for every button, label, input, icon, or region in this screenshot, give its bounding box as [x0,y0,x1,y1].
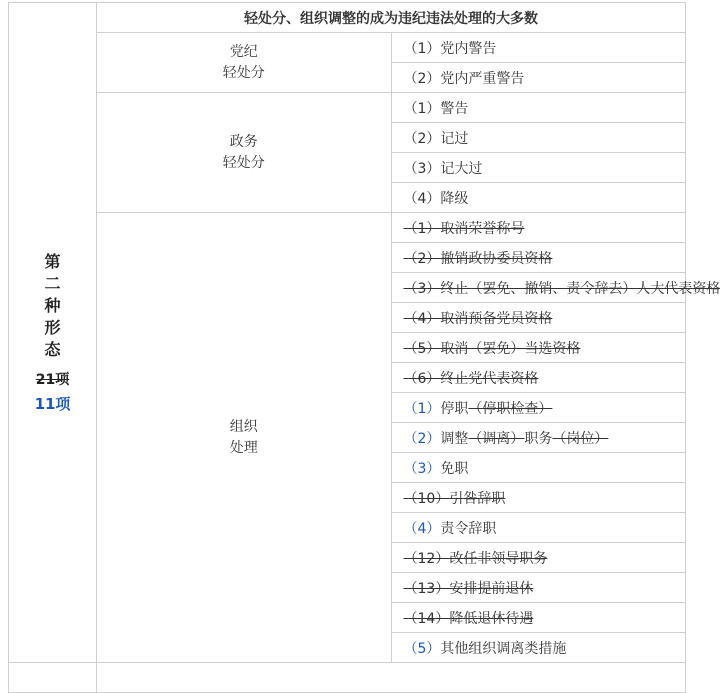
item-number: （2） [403,70,441,87]
table-row [9,663,686,693]
item-cell [391,603,686,633]
table-cell [97,663,686,693]
item-cell [391,303,686,333]
item-text: 警告 [440,100,469,117]
item-text: 终止（罢免、撤销、责令辞去）人大代表资格 [440,280,720,297]
form-char: 态 [44,339,61,359]
item-number: （5） [403,340,441,357]
item-cell [391,213,686,243]
item-cell [391,123,686,153]
item-text: 职务 [524,430,553,447]
group-label-line: 轻处分 [222,154,265,171]
item-text: 引咎辞职 [449,490,506,507]
form-char: 种 [44,295,61,315]
item-cell [391,183,686,213]
item-text: 责令辞职 [440,520,497,537]
item-text: 撤销政协委员资格 [440,250,553,267]
item-text: 取消荣誉称号 [440,220,525,237]
item-number: （1） [403,400,441,417]
item-text: 其他组织调离类措施 [440,640,567,657]
group-label [97,93,392,213]
group-label-line: 组织 [229,418,258,435]
old-count: 21项 [35,371,70,388]
item-text: 党内警告 [440,40,497,57]
item-number: （10） [403,490,450,507]
item-number: （1） [403,220,441,237]
table-row [9,33,686,63]
item-text: 记大过 [440,160,483,177]
header-row [9,3,686,33]
group-label [97,33,392,93]
form-char: 二 [44,273,61,293]
item-number: （4） [403,310,441,327]
form-char: 形 [44,317,61,337]
item-cell [391,33,686,63]
item-number: （2） [403,130,441,147]
item-number: （14） [403,610,450,627]
item-text: 免职 [440,460,469,477]
item-text: 党内严重警告 [440,70,525,87]
item-text: 降低退休待遇 [449,610,534,627]
item-number: （3） [403,160,441,177]
item-cell [391,333,686,363]
item-struck-text: （调离） [468,430,525,447]
item-number: （4） [403,190,441,207]
item-text: 降级 [440,190,469,207]
group-label [97,213,392,663]
item-number: （12） [403,550,450,567]
item-cell [391,63,686,93]
item-number: （2） [403,250,441,267]
item-cell [391,393,686,423]
item-text: 调整 [440,430,469,447]
item-text: 取消（罢免）当选资格 [440,340,581,357]
item-cell [391,93,686,123]
group-label-line: 处理 [229,439,258,456]
form-char: 第 [44,251,61,271]
item-cell [391,243,686,273]
item-number: （13） [403,580,450,597]
item-number: （2） [403,430,441,447]
new-count: 11项 [34,394,71,413]
item-cell [391,573,686,603]
item-text: 安排提前退休 [449,580,534,597]
item-text: 终止党代表资格 [440,370,539,387]
table-body [9,3,720,693]
item-number: （6） [403,370,441,387]
table-header: 轻处分、组织调整的成为违纪违法处理的大多数 [97,3,686,33]
table-row [9,93,686,123]
item-number: （3） [403,280,441,297]
group-label-line: 政务 [229,133,258,150]
item-text: 取消预备党员资格 [440,310,553,327]
item-number: （4） [403,520,441,537]
disposition-table [8,2,720,693]
item-number: （1） [403,40,441,57]
group-label-line: 轻处分 [222,64,265,81]
item-text: 停职 [440,400,469,417]
table-cell [9,663,97,693]
item-text: 改任非领导职务 [449,550,548,567]
item-number: （3） [403,460,441,477]
form-cell [9,3,97,663]
table-row [9,213,686,243]
item-cell [391,273,720,303]
item-struck-text: （岗位） [552,430,609,447]
item-cell [391,633,686,663]
item-number: （1） [403,100,441,117]
item-text: 记过 [440,130,469,147]
group-label-line: 党纪 [229,43,258,60]
item-cell [391,363,686,393]
item-cell [391,513,686,543]
item-cell [391,483,686,513]
form-label [35,251,71,415]
item-cell [391,153,686,183]
item-struck-text: （停职检查） [468,400,553,417]
item-cell [391,453,686,483]
item-cell [391,423,686,453]
item-number: （5） [403,640,441,657]
item-cell [391,543,686,573]
